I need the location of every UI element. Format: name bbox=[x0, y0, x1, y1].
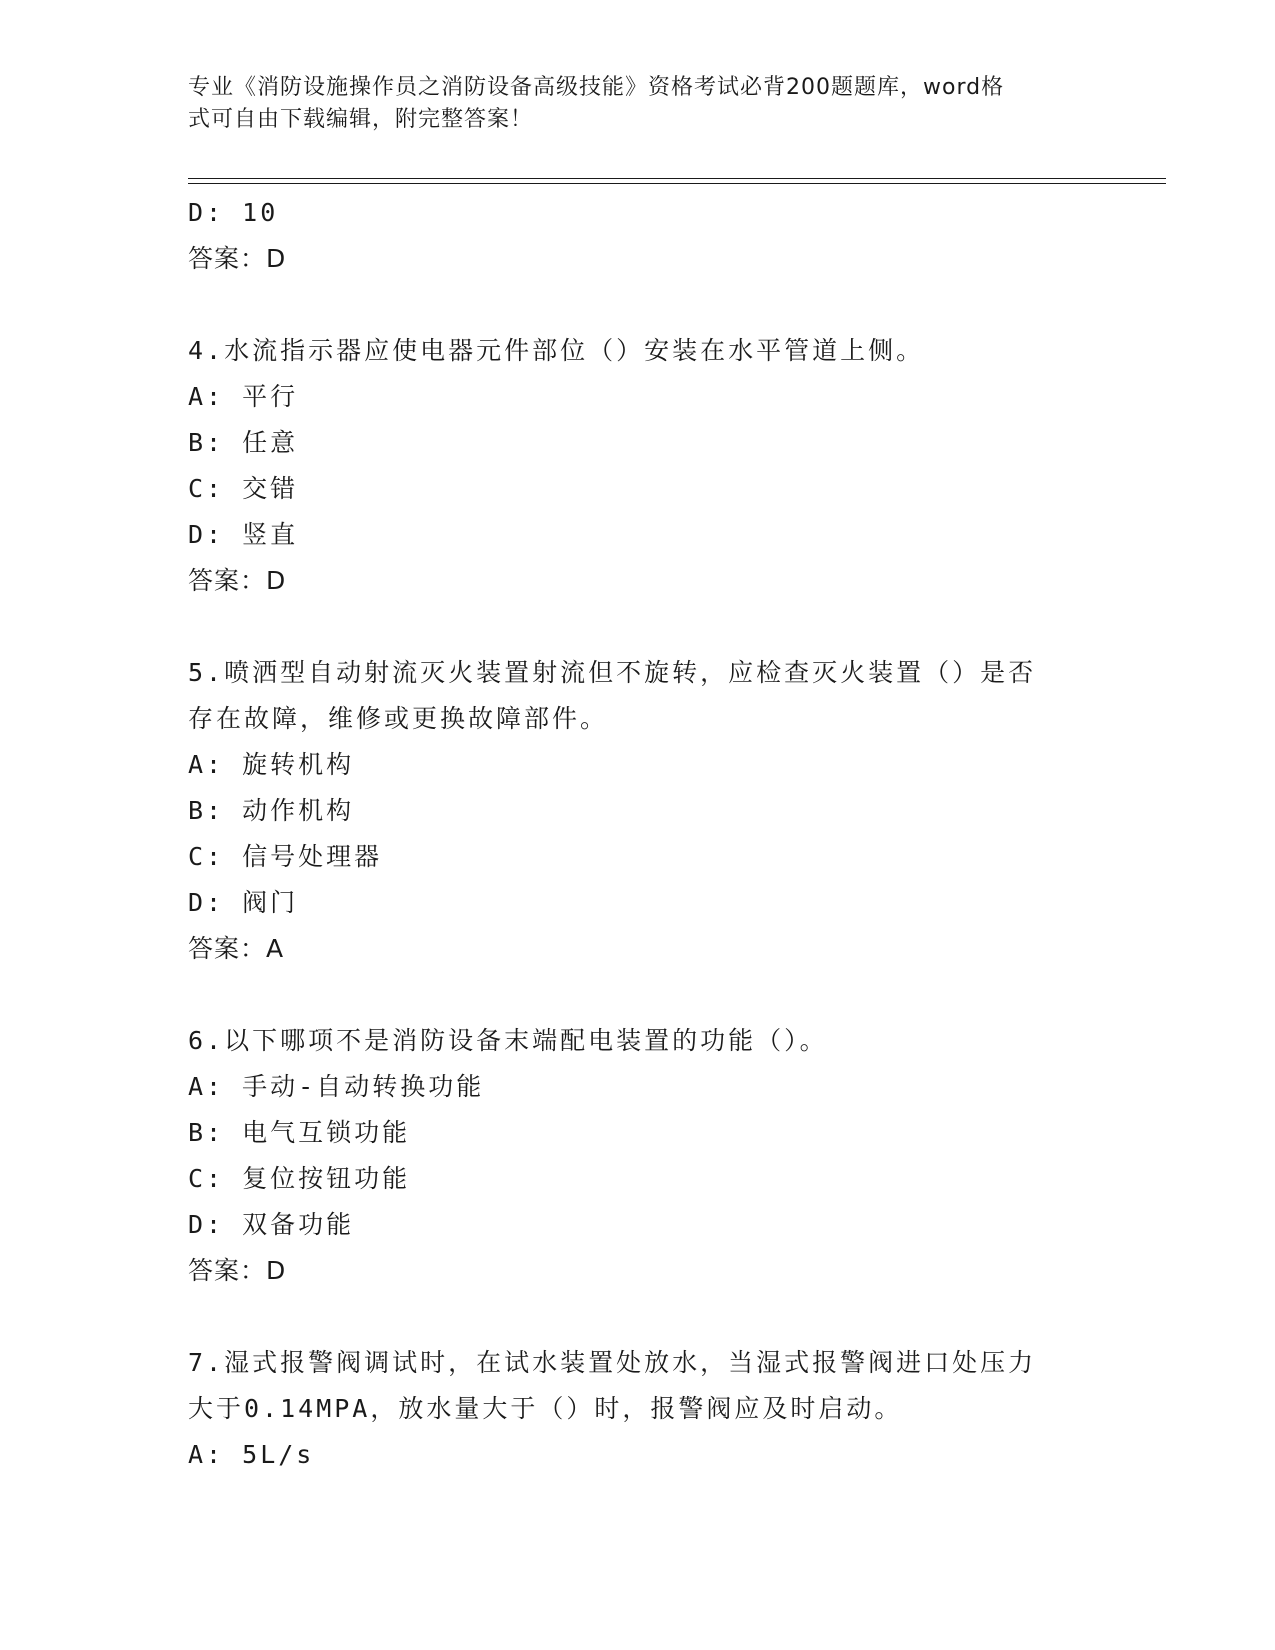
header-line-2: 式可自由下载编辑，附完整答案！ bbox=[188, 107, 534, 132]
question-4 bbox=[188, 328, 1088, 604]
question-list bbox=[188, 190, 1088, 1478]
document-header bbox=[188, 72, 1068, 136]
option-a: A: 手动-自动转换功能 bbox=[188, 1072, 485, 1101]
header-line-1: 专业《消防设施操作员之消防设备高级技能》资格考试必背200题题库，word格 bbox=[188, 75, 1005, 100]
question-3-tail bbox=[188, 190, 1088, 282]
option-c: C: 复位按钮功能 bbox=[188, 1164, 411, 1193]
question-stem-line-1: 5.喷洒型自动射流灭火装置射流但不旋转，应检查灭火装置（）是否 bbox=[188, 658, 1037, 687]
spacer bbox=[188, 604, 1088, 650]
spacer bbox=[188, 282, 1088, 328]
question-6 bbox=[188, 1018, 1088, 1294]
option-c: C: 交错 bbox=[188, 474, 299, 503]
answer-line: 答案：A bbox=[188, 934, 285, 963]
answer-line: 答案：D bbox=[188, 1256, 287, 1285]
spacer bbox=[188, 972, 1088, 1018]
question-stem: 4.水流指示器应使电器元件部位（）安装在水平管道上侧。 bbox=[188, 336, 925, 365]
option-b: B: 动作机构 bbox=[188, 796, 355, 825]
option-b: B: 电气互锁功能 bbox=[188, 1118, 411, 1147]
question-stem: 6.以下哪项不是消防设备末端配电装置的功能（）。 bbox=[188, 1026, 828, 1055]
option-c: C: 信号处理器 bbox=[188, 842, 383, 871]
option-d: D: 阀门 bbox=[188, 888, 299, 917]
option-b: B: 任意 bbox=[188, 428, 299, 457]
spacer bbox=[188, 1294, 1088, 1340]
answer-line: 答案：D bbox=[188, 566, 287, 595]
question-7 bbox=[188, 1340, 1088, 1478]
answer-line: 答案：D bbox=[188, 244, 287, 273]
question-stem-line-2: 大于0.14MPA，放水量大于（）时，报警阀应及时启动。 bbox=[188, 1394, 903, 1423]
header-divider-bottom bbox=[188, 183, 1166, 184]
question-5 bbox=[188, 650, 1088, 972]
option-d: D: 竖直 bbox=[188, 520, 299, 549]
option-d: D: 10 bbox=[188, 198, 279, 227]
option-d: D: 双备功能 bbox=[188, 1210, 355, 1239]
question-stem-line-2: 存在故障，维修或更换故障部件。 bbox=[188, 704, 609, 733]
option-a: A: 5L/s bbox=[188, 1440, 315, 1469]
option-a: A: 旋转机构 bbox=[188, 750, 355, 779]
header-divider-top bbox=[188, 178, 1166, 179]
option-a: A: 平行 bbox=[188, 382, 299, 411]
question-stem-line-1: 7.湿式报警阀调试时，在试水装置处放水，当湿式报警阀进口处压力 bbox=[188, 1348, 1037, 1377]
